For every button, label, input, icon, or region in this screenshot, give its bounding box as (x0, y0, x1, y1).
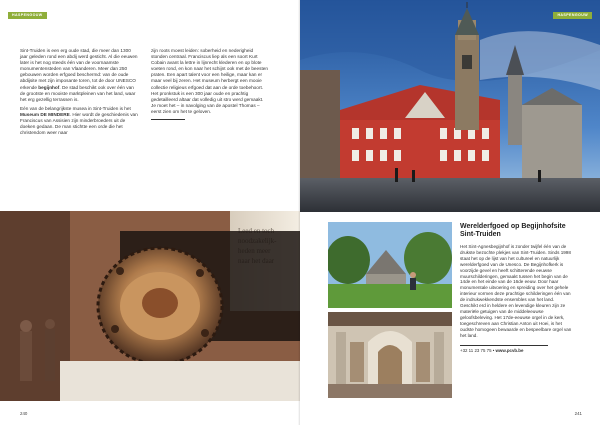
sidebar-contact (460, 345, 548, 354)
article-column-1 (20, 48, 138, 139)
sidebar-body: Het Sint-Agnesbegijnhof is zonder twijfel één van de drukste bezochte plekjes van Sint-Truiden. Sinds 1998 staat het op de lijst van het cultureel en natuurlijk werelderfgoed van de Unesco. De Begijnhofkerk is voorzijde gevel en heeft schitterende eeuwse muurschilderingen, gemaakt tussen het begin van de 14de en het einde van de 16de eeuw. Door haar monumentale uitvoering en spreiding over het gehele interieur vormen deze prachtige schilderingen één van de indrukwekkendste ensembles van het land. Geschikt erd in heldere en levendige kleuren zijn ze materiële getuigen van de middeleeuwse geloofsbeleving. Het 17de-eeuwse orgel in de kerk, toegeschreven aan Christian Anton uit Hoei, is het oudste homogeen bewaarde en bespeelbare orgel van het land. (460, 244, 572, 338)
paragraph-franciscus: zijn roots moest leiden: soberheid en nederigheid stonden centraal. Franciscus liep als een soort Kurt Cobain avant la lettre in lijnrecht klederen en op blote voeten rond, en kon naar het schijnt ook met de beesten praten. Een apart talent voor een heilige, maar kan er maar veel bij zeren. Het museum herbergt een mooie collectie religieus erfgoed dat aan de orde toebehoort. Het pronkstuk is een 300 jaar oude en prachtig gedetailleerd altaar dat volledig uit stro werd gemaakt. Je moet het – in navolging van de apostel Thomas – eerst zien om het te geloven. (151, 48, 269, 114)
section-tag-left: HASPENGOUW (8, 12, 47, 19)
begijnhof-exterior-illustration (328, 222, 452, 308)
church-interior-illustration (328, 312, 452, 398)
contact-url[interactable]: www.pcvb.be (495, 347, 524, 353)
begijnhof-church-interior-photo (328, 312, 452, 398)
sidebar-text (460, 223, 572, 353)
paragraph-museum: Eén van de belangrijkste musea in Sint-Truiden is het Museum DE MINDERE. Hier wordt de geschiedenis van Franciscus van Assisien zijn minderbroeders uit de doeken gedaan. De man stichtte een orde die het christendom weer naar (20, 105, 138, 136)
paragraph-intro: Sint-Truiden is een erg oude stad, die meer dan 1300 jaar geleden rond een abdij werd gesticht. Al die eeuwen later is het nog steeds één van de voornaamste monumentensteden van Vlaanderen. Meer dan 250 gebouwen worden erfgoed beschermd: van de oude abdijsite met zijn imposante toren, tot de door UNESCO erkende begijnhof. De stad beschikt ook over één van de grootste en mooiste marktpleinen van het land, waar het erg gezellig terrassen is. (20, 48, 138, 102)
right-page (300, 0, 600, 425)
contact-phone: +32 11 23 75 75 • (460, 347, 496, 353)
section-tag-right: HASPENGOUW (553, 12, 592, 19)
end-rule (151, 119, 185, 120)
begijnhof-exterior-photo (328, 222, 452, 308)
begijnhof-sidebar (328, 214, 575, 400)
museum-relic-illustration (0, 211, 300, 401)
abbey-tower-photo (300, 0, 600, 212)
article-column-2 (151, 48, 269, 120)
sidebar-title: Werelderfgoed op Begijnhofsite Sint-Truiden (460, 223, 566, 238)
museum-relic-photo (0, 211, 300, 401)
page-number-right: 241 (574, 411, 582, 416)
page-number-left: 240 (20, 411, 28, 416)
abbey-illustration (300, 0, 600, 212)
